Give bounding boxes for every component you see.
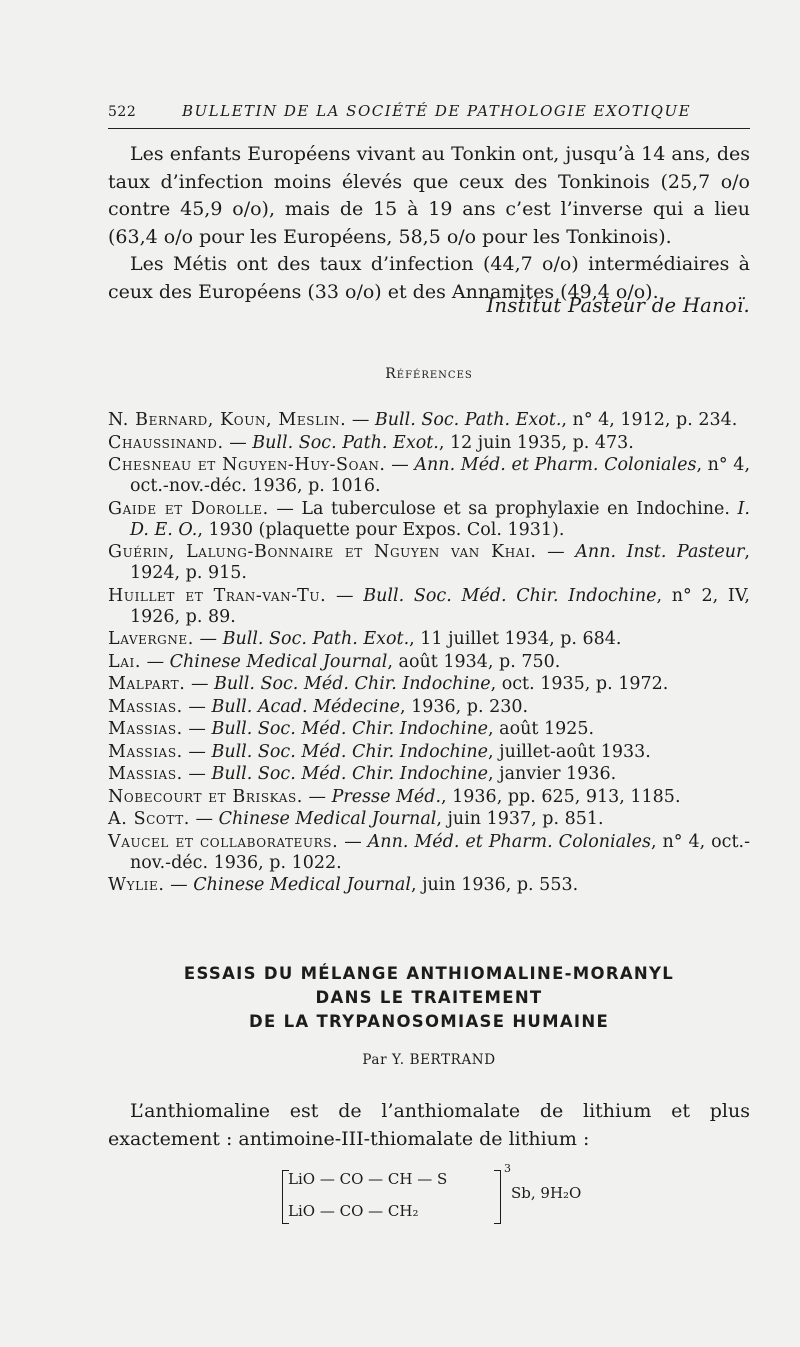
intro-paragraph-1: Les enfants Européens vivant au Tonkin ont, jusqu’à 14 ans, des taux d’infection moins élevés que ceux des Tonkinois (25,7 o/o contre 45,9 o/o), mais de 15 à 19 ans c’est l’inverse qui a lieu (63,4 o/o pour les Européens, 58,5 o/o pour les Tonkinois). [108,143,750,248]
reference-authors: Gaide et Dorolle. [108,498,269,519]
article-byline: Par Y. BERTRAND [362,1052,496,1068]
references-heading: Références [385,366,473,382]
reference-source: Bull. Soc. Méd. Chir. Indochine [214,674,491,694]
article-title-line: DANS LE TRAITEMENT [315,988,543,1007]
formula-salt: Sb, 9H₂O [511,1184,582,1202]
reference-item: Gaide et Dorolle. — La tuberculose et sa prophylaxie en Indochine. I. D. E. O., 1930 (plaquette pour Expos. Col. 1931). [108,498,750,540]
reference-authors: Huillet et Tran-van-Tu. [108,585,327,606]
reference-details: , n° 4, 1912, p. 234. [561,410,738,430]
reference-source: Ann. Inst. Pasteur [575,542,745,562]
reference-authors: Massias. [108,719,183,739]
reference-authors: Chesneau et Nguyen-Huy-Soan. [108,455,386,475]
reference-item: Vaucel et collaborateurs. — Ann. Méd. et Pharm. Coloniales, n° 4, oct.-nov.-déc. 1936, p. 1022. [108,831,750,873]
reference-item: Lavergne. — Bull. Soc. Path. Exot., 11 juillet 1934, p. 684. [108,629,622,649]
formula-line-2: LiO — CO — CH₂ [288,1202,419,1220]
reference-authors: Wylie. [108,875,165,895]
reference-details: , 11 juillet 1934, p. 684. [409,629,622,649]
formula-right-bracket [494,1170,501,1224]
reference-item: A. Scott. — Chinese Medical Journal, juin 1937, p. 851. [108,809,604,829]
article-text [108,1098,750,1153]
reference-item: Massias. — Bull. Soc. Méd. Chir. Indochine, août 1925. [108,719,595,739]
reference-item: Guérin, Lalung-Bonnaire et Nguyen van Khai. — Ann. Inst. Pasteur, 1924, p. 915. [108,542,750,583]
reference-details: , août 1925. [488,719,595,739]
article-title [108,962,750,1034]
reference-authors: Lavergne. [108,629,194,649]
reference-item: Lai. — Chinese Medical Journal, août 1934, p. 750. [108,651,561,672]
reference-source: Bull. Soc. Path. Exot. [252,432,439,453]
reference-authors: N. Bernard, Koun, Meslin. [108,410,347,430]
formula-line-1: LiO — CO — CH — S [288,1170,448,1188]
reference-source: Bull. Acad. Médecine [211,696,400,717]
institution-signature: Institut Pasteur de Hanoï. [486,294,750,317]
reference-source: I. D. E. O. [130,498,750,540]
reference-item: Huillet et Tran-van-Tu. — Bull. Soc. Méd. Chir. Indochine, n° 2, IV, 1926, p. 89. [108,585,750,627]
reference-details: , n° 4, oct.-nov.-déc. 1936, p. 1016. [130,455,751,496]
reference-item: Massias. — Bull. Acad. Médecine, 1936, p. 230. [108,696,529,717]
reference-details: , 1936, p. 230. [399,696,529,717]
reference-details: , juin 1936, p. 553. [410,875,579,895]
reference-source: Bull. Soc. Path. Exot. [374,410,562,430]
reference-list [108,410,750,898]
reference-details: , 1936, pp. 625, 913, 1185. [441,786,681,807]
article-title-line: ESSAIS DU MÉLANGE ANTHIOMALINE-MORANYL [183,964,675,983]
article-title-line: DE LA TRYPANOSOMIASE HUMAINE [248,1012,610,1031]
reference-details: , 12 juin 1935, p. 473. [438,432,634,453]
reference-authors: Nobecourt et Briskas. [108,786,303,807]
reference-authors: Lai. [108,651,141,672]
reference-item: Malpart. — Bull. Soc. Méd. Chir. Indochine, oct. 1935, p. 1972. [108,674,669,694]
reference-item: Nobecourt et Briskas. — Presse Méd., 1936, pp. 625, 913, 1185. [108,786,681,807]
reference-authors: Chaussinand. [108,432,224,453]
reference-source: Ann. Méd. et Pharm. Coloniales [414,455,697,475]
reference-details: , 1924, p. 915. [130,542,750,583]
reference-title: La tuberculose et sa prophylaxie en Indochine. [301,498,730,519]
reference-details: , oct. 1935, p. 1972. [490,674,669,694]
intro-text [108,141,750,306]
reference-item: Chesneau et Nguyen-Huy-Soan. — Ann. Méd. et Pharm. Coloniales, n° 4, oct.-nov.-déc. 1936, p. 1016. [108,455,751,496]
reference-authors: Guérin, Lalung-Bonnaire et Nguyen van Khai. [108,542,537,562]
reference-source: Bull. Soc. Méd. Chir. Indochine [211,764,489,784]
reference-source: Bull. Soc. Méd. Chir. Indochine [211,719,489,739]
reference-item: Massias. — Bull. Soc. Méd. Chir. Indochine, juillet-août 1933. [108,741,651,762]
reference-item: Massias. — Bull. Soc. Méd. Chir. Indochine, janvier 1936. [108,764,617,784]
reference-authors: A. Scott. [108,809,190,829]
intro-paragraph-2: Les Métis ont des taux d’infection (44,7 o/o) intermédiaires à ceux des Européens (33 o/o) et des Annamites (49,4 o/o). [108,253,750,303]
reference-source: Chinese Medical Journal [193,875,411,895]
reference-details: , n° 2, IV, 1926, p. 89. [130,585,750,627]
chemical-formula [282,1162,612,1224]
reference-source: Chinese Medical Journal [169,651,388,672]
formula-exponent: 3 [504,1162,511,1175]
reference-source: Presse Méd. [331,786,442,807]
reference-authors: Massias. [108,696,183,717]
reference-details: , janvier 1936. [488,764,617,784]
reference-authors: Massias. [108,741,183,762]
reference-source: Bull. Soc. Méd. Chir. Indochine [211,741,489,762]
reference-details: , juillet-août 1933. [488,741,651,762]
reference-details: , août 1934, p. 750. [387,651,561,672]
running-title: BULLETIN DE LA SOCIÉTÉ DE PATHOLOGIE EXOTIQUE [182,102,692,120]
reference-source: Bull. Soc. Path. Exot. [222,629,410,649]
reference-source: Ann. Méd. et Pharm. Coloniales [367,831,651,852]
reference-source: Bull. Soc. Méd. Chir. Indochine [363,585,657,606]
reference-source: Chinese Medical Journal [218,809,437,829]
reference-details: , n° 4, oct.-nov.-déc. 1936, p. 1022. [130,831,750,873]
reference-item: Wylie. — Chinese Medical Journal, juin 1936, p. 553. [108,875,579,895]
article-paragraph-1: L’anthiomaline est de l’anthiomalate de lithium et plus exactement : antimoine-III-thiomalate de lithium : [108,1100,750,1150]
reference-details: , juin 1937, p. 851. [436,809,604,829]
reference-item: Chaussinand. — Bull. Soc. Path. Exot., 12 juin 1935, p. 473. [108,432,634,453]
reference-authors: Vaucel et collaborateurs. [108,831,339,852]
page-header [108,100,750,129]
page-number: 522 [108,104,137,120]
reference-details: , 1930 (plaquette pour Expos. Col. 1931). [197,519,565,540]
reference-item: N. Bernard, Koun, Meslin. — Bull. Soc. Path. Exot., n° 4, 1912, p. 234. [108,410,738,430]
reference-authors: Massias. [108,764,183,784]
reference-authors: Malpart. [108,674,186,694]
